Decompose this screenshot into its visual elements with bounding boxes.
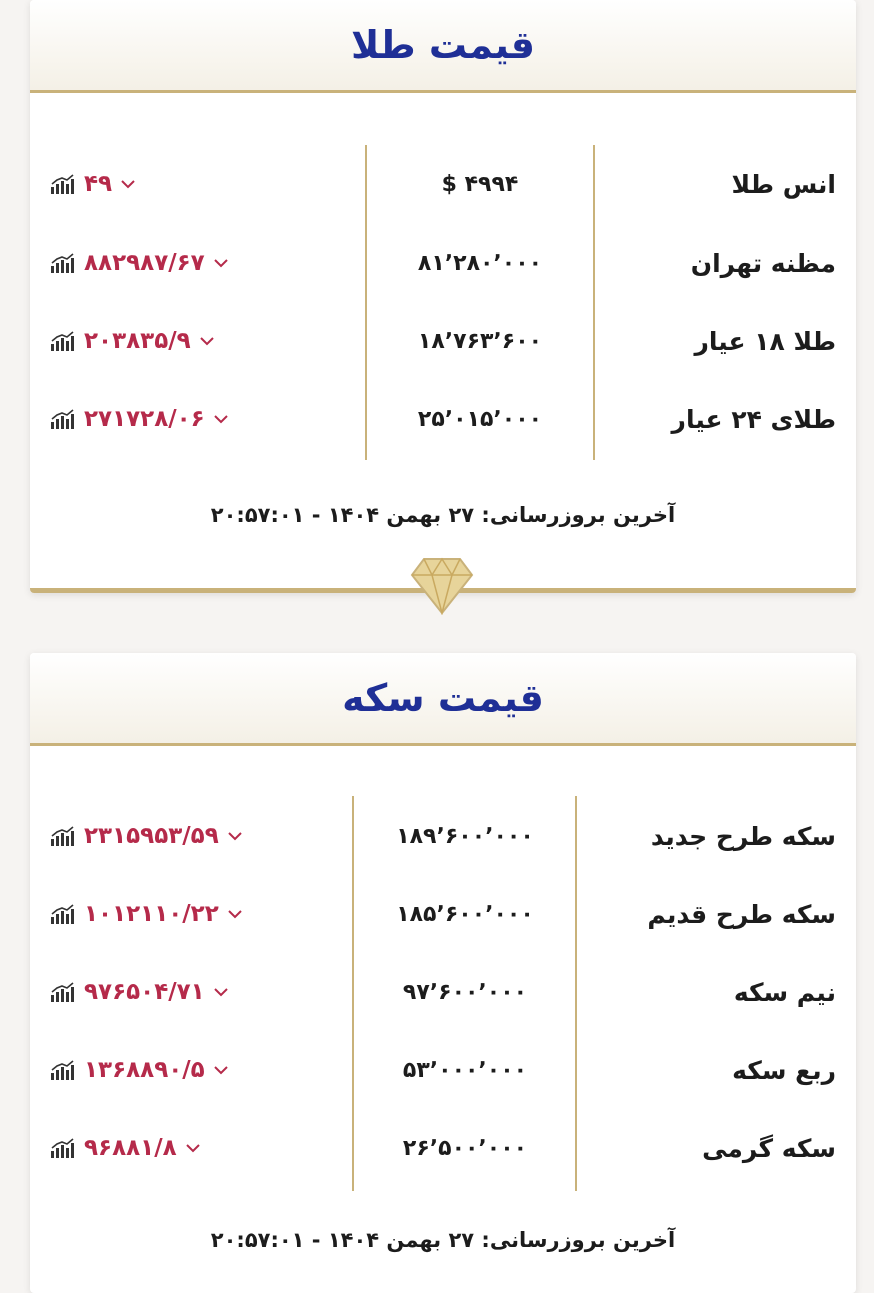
coin-row-gram [30, 1118, 856, 1178]
gold-card-title: قیمت طلا [351, 23, 535, 67]
bar-chart-icon[interactable] [50, 825, 76, 847]
change-value: ۴۹ [84, 171, 113, 197]
row-label: مظنه تهران [690, 248, 836, 278]
gold-last-updated: آخرین بروزرسانی: ۲۷ بهمن ۱۴۰۴ - ۲۰:۵۷:۰۱ [210, 503, 676, 527]
coin-row-old-design [30, 884, 856, 944]
row-price: ۱۸٬۷۶۳٬۶۰۰ [417, 328, 543, 354]
row-price: ۵۳٬۰۰۰٬۰۰۰ [402, 1057, 528, 1083]
gold-card-header [30, 0, 856, 93]
row-label: ربع سکه [732, 1055, 836, 1085]
change-value: ۹۷۶۵۰۴/۷۱ [84, 979, 205, 1005]
row-price: $ ۴۹۹۴ [441, 171, 519, 197]
change-value: ۸۸۲۹۸۷/۶۷ [84, 250, 205, 276]
chevron-down-icon [120, 178, 136, 190]
row-change [50, 806, 243, 866]
row-label: سکه طرح قدیم [647, 899, 836, 929]
chevron-down-icon [213, 986, 229, 998]
gold-row-24k [30, 389, 856, 449]
row-change [50, 311, 215, 371]
row-change [50, 154, 136, 214]
chevron-down-icon [199, 335, 215, 347]
bar-chart-icon[interactable] [50, 252, 76, 274]
diamond-icon [410, 555, 474, 615]
chevron-down-icon [213, 1064, 229, 1076]
row-label: نیم سکه [733, 977, 836, 1007]
coin-row-half [30, 962, 856, 1022]
bar-chart-icon[interactable] [50, 330, 76, 352]
bar-chart-icon[interactable] [50, 1059, 76, 1081]
bar-chart-icon[interactable] [50, 408, 76, 430]
row-change [50, 962, 229, 1022]
row-label: سکه طرح جدید [650, 821, 836, 851]
row-change [50, 1040, 229, 1100]
change-value: ۲۰۳۸۳۵/۹ [84, 328, 191, 354]
row-price: ۸۱٬۲۸۰٬۰۰۰ [417, 250, 543, 276]
row-label: سکه گرمی [702, 1133, 836, 1163]
change-value: ۱۰۱۲۱۱۰/۲۲ [84, 901, 219, 927]
gold-row-18k [30, 311, 856, 371]
coin-row-new-design [30, 806, 856, 866]
gold-price-card [30, 0, 856, 593]
change-value: ۲۷۱۷۲۸/۰۶ [84, 406, 205, 432]
chevron-down-icon [185, 1142, 201, 1154]
row-change [50, 233, 229, 293]
row-price: ۹۷٬۶۰۰٬۰۰۰ [402, 979, 528, 1005]
chevron-down-icon [227, 830, 243, 842]
row-price: ۱۸۹٬۶۰۰٬۰۰۰ [396, 823, 534, 849]
row-change [50, 1118, 201, 1178]
gold-row-ounce [30, 154, 856, 214]
chevron-down-icon [227, 908, 243, 920]
coin-row-quarter [30, 1040, 856, 1100]
gold-row-tehran-mesghal [30, 233, 856, 293]
bar-chart-icon[interactable] [50, 173, 76, 195]
row-price: ۲۵٬۰۱۵٬۰۰۰ [417, 406, 543, 432]
bar-chart-icon[interactable] [50, 903, 76, 925]
bar-chart-icon[interactable] [50, 981, 76, 1003]
coin-last-updated: آخرین بروزرسانی: ۲۷ بهمن ۱۴۰۴ - ۲۰:۵۷:۰۱ [210, 1228, 676, 1252]
change-value: ۱۳۶۸۸۹۰/۵ [84, 1057, 205, 1083]
row-change [50, 884, 243, 944]
coin-price-card [30, 653, 856, 1293]
row-price: ۱۸۵٬۶۰۰٬۰۰۰ [396, 901, 534, 927]
chevron-down-icon [213, 257, 229, 269]
chevron-down-icon [213, 413, 229, 425]
row-label: طلای ۲۴ عیار [671, 404, 836, 434]
coin-card-header [30, 653, 856, 746]
change-value: ۹۶۸۸۱/۸ [84, 1135, 177, 1161]
row-price: ۲۶٬۵۰۰٬۰۰۰ [402, 1135, 528, 1161]
row-change [50, 389, 229, 449]
row-label: طلا ۱۸ عیار [694, 326, 836, 356]
coin-card-title: قیمت سکه [342, 676, 544, 720]
bar-chart-icon[interactable] [50, 1137, 76, 1159]
change-value: ۲۳۱۵۹۵۳/۵۹ [84, 823, 219, 849]
row-label: انس طلا [731, 169, 836, 199]
